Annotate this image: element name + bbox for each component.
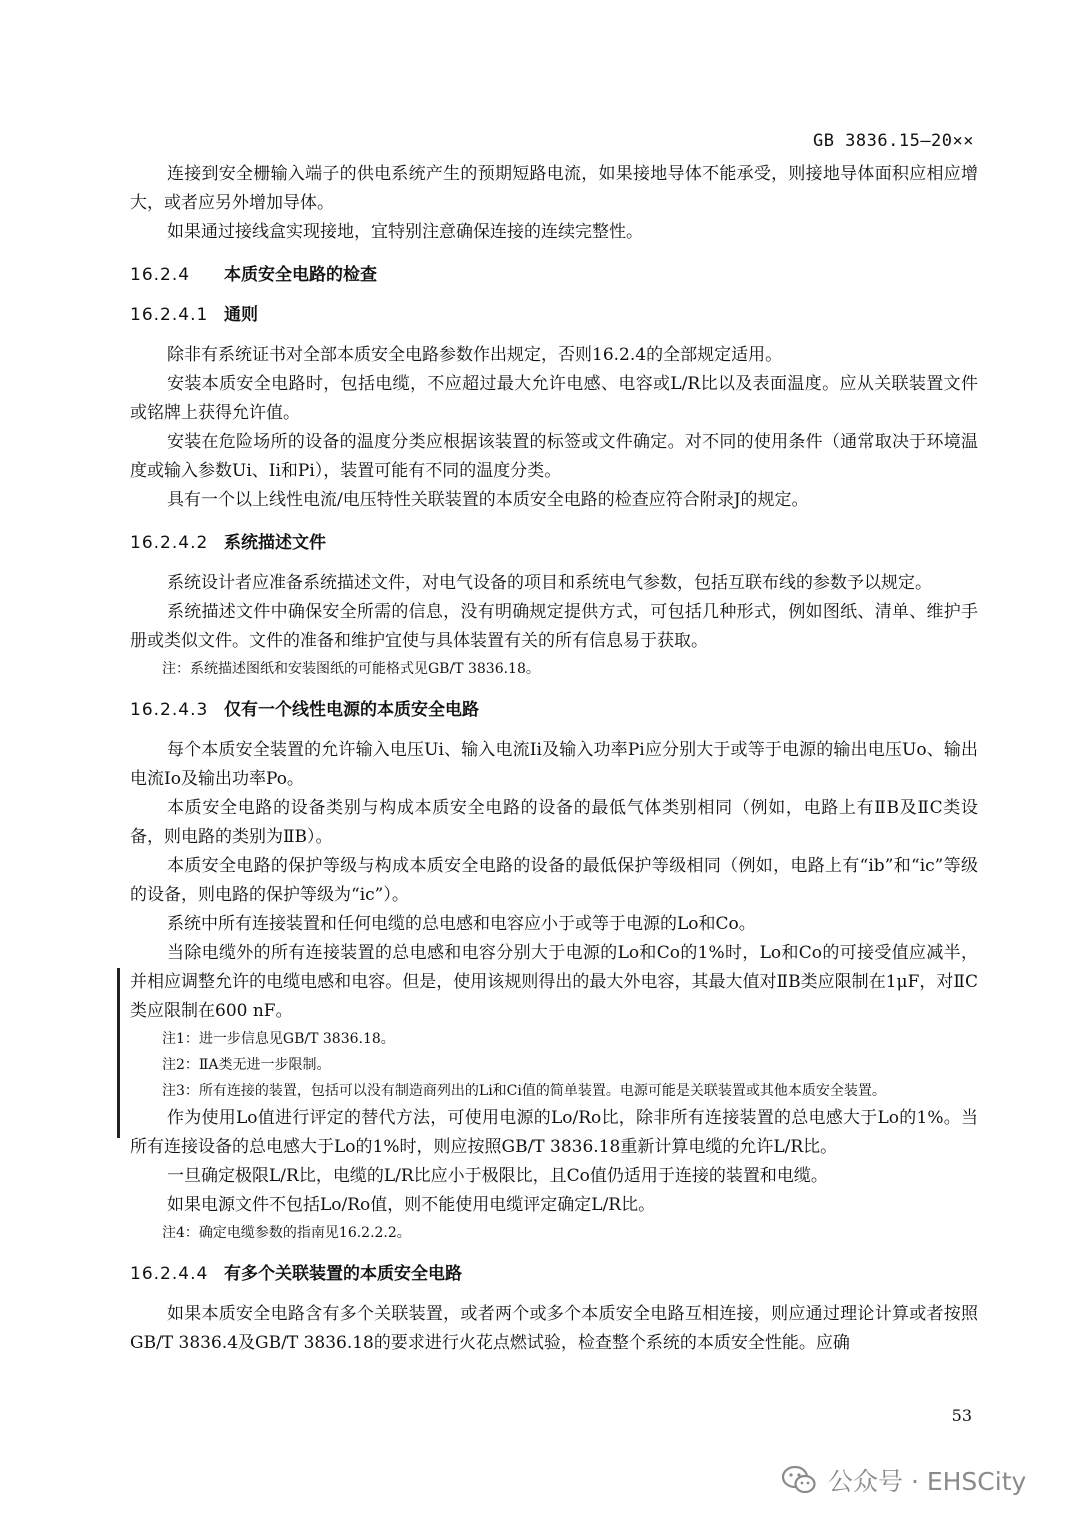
section-number: 16.2.4.3 [130, 700, 209, 720]
section-number: 16.2.4 [130, 265, 191, 285]
paragraph: 一旦确定极限L/R比，电缆的L/R比应小于极限比，且Co值仍适用于连接的装置和电缆。 [167, 1166, 828, 1186]
section-number: 16.2.4.1 [130, 305, 209, 325]
paragraph: 如果通过接线盒实现接地，宜特别注意确保连接的连续完整性。 [167, 222, 643, 242]
paragraph: 作为使用Lo值进行评定的替代方法，可使用电源的Lo/Ro比，除非所有连接装置的总电感大于Lo的1%。当所有连接设备的总电感大于Lo的1%时，则应按照GB/T 3836.18重新计算电缆的允许L/R比。 [130, 1108, 978, 1157]
page-content [130, 160, 978, 1358]
section-heading-16-2-4-2 [130, 529, 978, 558]
paragraph: 安装本质安全电路时，包括电缆，不应超过最大允许电感、电容或L/R比以及表面温度。应从关联装置文件或铭牌上获得允许值。 [130, 374, 978, 423]
standard-code: GB 3836.15—20×× [812, 131, 974, 151]
paragraph: 连接到安全栅输入端子的供电系统产生的预期短路电流，如果接地导体不能承受，则接地导体面积应相应增大，或者应另外增加导体。 [130, 164, 978, 213]
section-heading-16-2-4 [130, 261, 978, 290]
note: 注4：确定电缆参数的指南见16.2.2.2。 [162, 1225, 411, 1241]
section-title: 有多个关联装置的本质安全电路 [224, 1264, 462, 1284]
wechat-icon [782, 1465, 816, 1495]
note: 注3：所有连接的装置，包括可以没有制造商列出的Li和Ci值的简单装置。电源可能是关联装置或其他本质安全装置。 [162, 1083, 886, 1099]
section-heading-16-2-4-4 [130, 1260, 978, 1289]
note: 注：系统描述图纸和安装图纸的可能格式见GB/T 3836.18。 [162, 661, 540, 677]
section-title: 仅有一个线性电源的本质安全电路 [224, 700, 479, 720]
paragraph: 本质安全电路的保护等级与构成本质安全电路的设备的最低保护等级相同（例如，电路上有“ib”和“ic”等级的设备，则电路的保护等级为“ic”）。 [130, 856, 978, 905]
section-title: 本质安全电路的检查 [224, 265, 377, 285]
paragraph: 系统中所有连接装置和任何电缆的总电感和电容应小于或等于电源的Lo和Co。 [167, 914, 756, 934]
paragraph: 每个本质安全装置的允许输入电压Ui、输入电流Ii及输入功率Pi应分别大于或等于电源的输出电压Uo、输出电流Io及输出功率Po。 [130, 740, 978, 789]
section-heading-16-2-4-3 [130, 696, 978, 725]
paragraph: 当除电缆外的所有连接装置的总电感和电容分别大于电源的Lo和Co的1%时，Lo和Co的可接受值应减半，并相应调整允许的电缆电感和电容。但是，使用该规则得出的最大外电容，其最大值对ⅡB类应限制在1μF，对ⅡC类应限制在600 nF。 [130, 943, 978, 1021]
change-bar [117, 968, 120, 1138]
section-title: 系统描述文件 [224, 533, 326, 553]
watermark [782, 1462, 1026, 1498]
paragraph: 系统设计者应准备系统描述文件，对电气设备的项目和系统电气参数，包括互联布线的参数予以规定。 [167, 573, 932, 593]
watermark-text: 公众号 · EHSCity [828, 1467, 1027, 1496]
section-title: 通则 [224, 305, 258, 325]
paragraph: 本质安全电路的设备类别与构成本质安全电路的设备的最低气体类别相同（例如，电路上有ⅡB及ⅡC类设备，则电路的类别为ⅡB）。 [130, 798, 978, 847]
paragraph: 安装在危险场所的设备的温度分类应根据该装置的标签或文件确定。对不同的使用条件（通常取决于环境温度或输入参数Ui、Ii和Pi），装置可能有不同的温度分类。 [130, 432, 978, 481]
paragraph: 除非有系统证书对全部本质安全电路参数作出规定，否则16.2.4的全部规定适用。 [167, 345, 783, 365]
paragraph: 系统描述文件中确保安全所需的信息，没有明确规定提供方式，可包括几种形式，例如图纸、清单、维护手册或类似文件。文件的准备和维护宜使与具体装置有关的所有信息易于获取。 [130, 602, 978, 651]
page-number: 53 [951, 1406, 972, 1425]
note: 注1：进一步信息见GB/T 3836.18。 [162, 1031, 395, 1047]
paragraph: 如果本质安全电路含有多个关联装置，或者两个或多个本质安全电路互相连接，则应通过理论计算或者按照GB/T 3836.4及GB/T 3836.18的要求进行火花点燃试验，检查整个系统的本质安全性能。应确 [130, 1304, 978, 1353]
section-number: 16.2.4.2 [130, 533, 209, 553]
section-number: 16.2.4.4 [130, 1264, 209, 1284]
note: 注2：ⅡA类无进一步限制。 [162, 1057, 331, 1073]
paragraph: 具有一个以上线性电流/电压特性关联装置的本质安全电路的检查应符合附录J的规定。 [167, 490, 809, 510]
paragraph: 如果电源文件不包括Lo/Ro值，则不能使用电缆评定确定L/R比。 [167, 1195, 656, 1215]
section-heading-16-2-4-1 [130, 301, 978, 330]
